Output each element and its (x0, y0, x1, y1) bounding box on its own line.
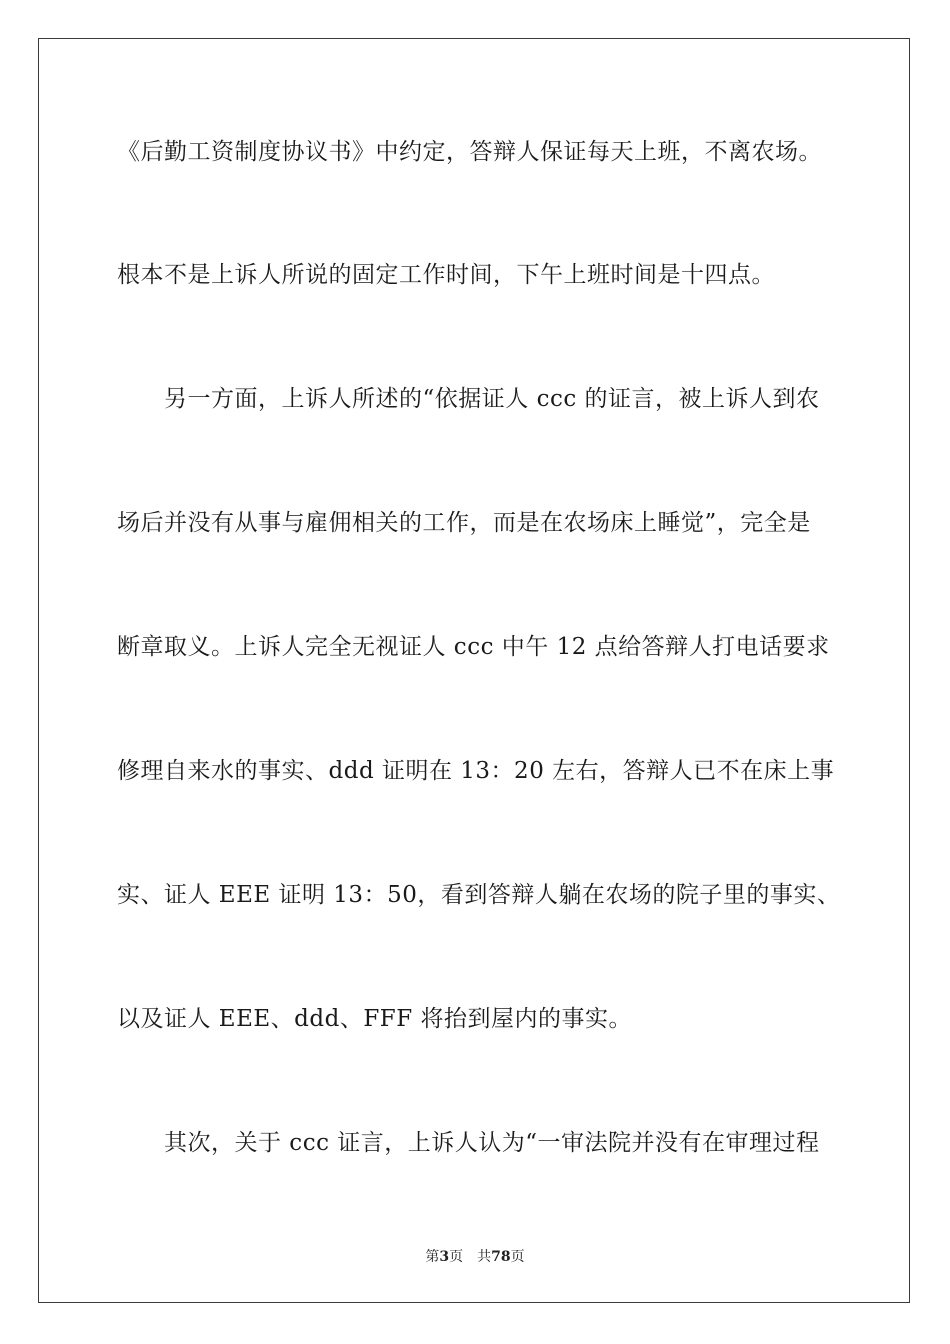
footer-total-suffix: 页 (510, 1249, 525, 1265)
footer-page-number: 3 (439, 1249, 450, 1265)
page-footer (0, 1248, 950, 1266)
text-line-6: 修理自来水的事实、ddd 证明在 13：20 左右，答辩人已不在床上事 (117, 758, 835, 784)
footer-total-prefix: 共 (477, 1249, 492, 1265)
text-line-3: 另一方面，上诉人所述的“依据证人 ccc 的证言，被上诉人到农 (164, 386, 820, 412)
text-line-4: 场后并没有从事与雇佣相关的工作，而是在农场床上睡觉”，完全是 (117, 510, 811, 536)
text-line-1: 《后勤工资制度协议书》中约定，答辩人保证每天上班，不离农场。 (117, 139, 822, 165)
page-border (38, 38, 910, 1303)
text-line-7: 实、证人 EEE 证明 13：50，看到答辩人躺在农场的院子里的事实、 (117, 882, 841, 908)
text-line-9: 其次，关于 ccc 证言，上诉人认为“一审法院并没有在审理过程 (164, 1130, 820, 1156)
text-line-2: 根本不是上诉人所说的固定工作时间，下午上班时间是十四点。 (117, 262, 775, 288)
footer-page-suffix: 页 (449, 1249, 464, 1265)
text-line-5: 断章取义。上诉人完全无视证人 ccc 中午 12 点给答辩人打电话要求 (117, 634, 830, 660)
footer-page-prefix: 第 (425, 1249, 440, 1265)
text-line-8: 以及证人 EEE、ddd、FFF 将抬到屋内的事实。 (117, 1006, 633, 1032)
footer-total-pages: 78 (491, 1249, 511, 1265)
